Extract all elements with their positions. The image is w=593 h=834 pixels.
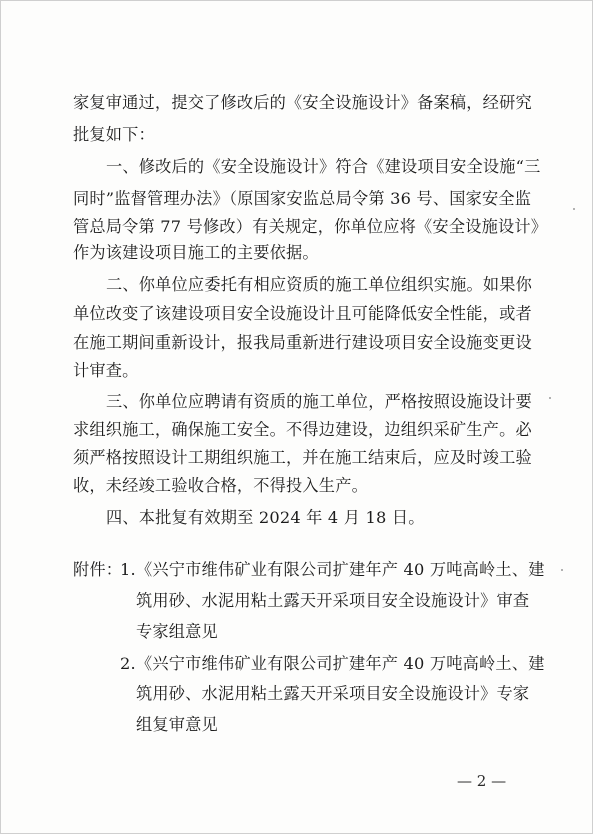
attachment-title-line: 组复审意见 — [136, 715, 218, 734]
scan-speck — [549, 397, 551, 399]
clause-two-line: 在施工期间重新设计，报我局重新进行建设项目安全设施变更设 — [73, 333, 532, 352]
attachment-title-line: 专家组意见 — [136, 622, 218, 641]
attachment-title-line: 筑用砂、水泥用粘土露天开采项目安全设施设计》审查 — [136, 591, 530, 610]
clause-three-line: 求组织施工，确保施工安全。不得边建设，边组织采矿生产。必 — [73, 420, 532, 439]
attachment-title-line: 筑用砂、水泥用粘土露天开采项目安全设施设计》专家 — [136, 684, 530, 703]
clause-two-line: 计审查。 — [73, 361, 139, 380]
scan-speck — [573, 208, 575, 210]
attachment-title-line: 《兴宁市维伟矿业有限公司扩建年产 40 万吨高岭土、建 — [136, 560, 545, 579]
clause-one-line: 作为该建设项目施工的主要依据。 — [73, 243, 319, 262]
scan-speck — [561, 569, 563, 571]
clause-one-line: 管总局令第 77 号修改）有关规定，你单位应将《安全设施设计》 — [73, 217, 548, 236]
clause-two-line: 二、你单位应委托有相应资质的施工单位组织实施。如果你 — [106, 275, 533, 294]
attachment-number: 1. — [120, 560, 136, 579]
body-line: 批复如下： — [73, 125, 155, 144]
attachment-number: 2. — [120, 654, 136, 673]
clause-four-line: 四、本批复有效期至 2024 年 4 月 18 日。 — [106, 508, 425, 527]
attachments-label: 附件： — [73, 560, 123, 579]
clause-three-line: 三、你单位应聘请有资质的施工单位，严格按照设施设计要 — [106, 392, 533, 411]
page-number: — 2 — — [457, 772, 507, 790]
clause-one-line: 同时”监督管理办法》（原国家安监总局令第 36 号、国家安全监 — [73, 189, 532, 208]
body-line: 家复审通过，提交了修改后的《安全设施设计》备案稿，经研究 — [73, 93, 532, 112]
clause-three-line: 收，未经竣工验收合格，不得投入生产。 — [73, 476, 368, 495]
clause-one-line: 一、修改后的《安全设施设计》符合《建设项目安全设施“三 — [106, 157, 541, 176]
clause-two-line: 单位改变了该建设项目安全设施设计且可能降低安全性能，或者 — [73, 304, 532, 323]
clause-three-line: 须严格按照设计工期组织施工，并在施工结束后，应及时竣工验 — [73, 448, 532, 467]
attachment-title-line: 《兴宁市维伟矿业有限公司扩建年产 40 万吨高岭土、建 — [136, 654, 545, 673]
